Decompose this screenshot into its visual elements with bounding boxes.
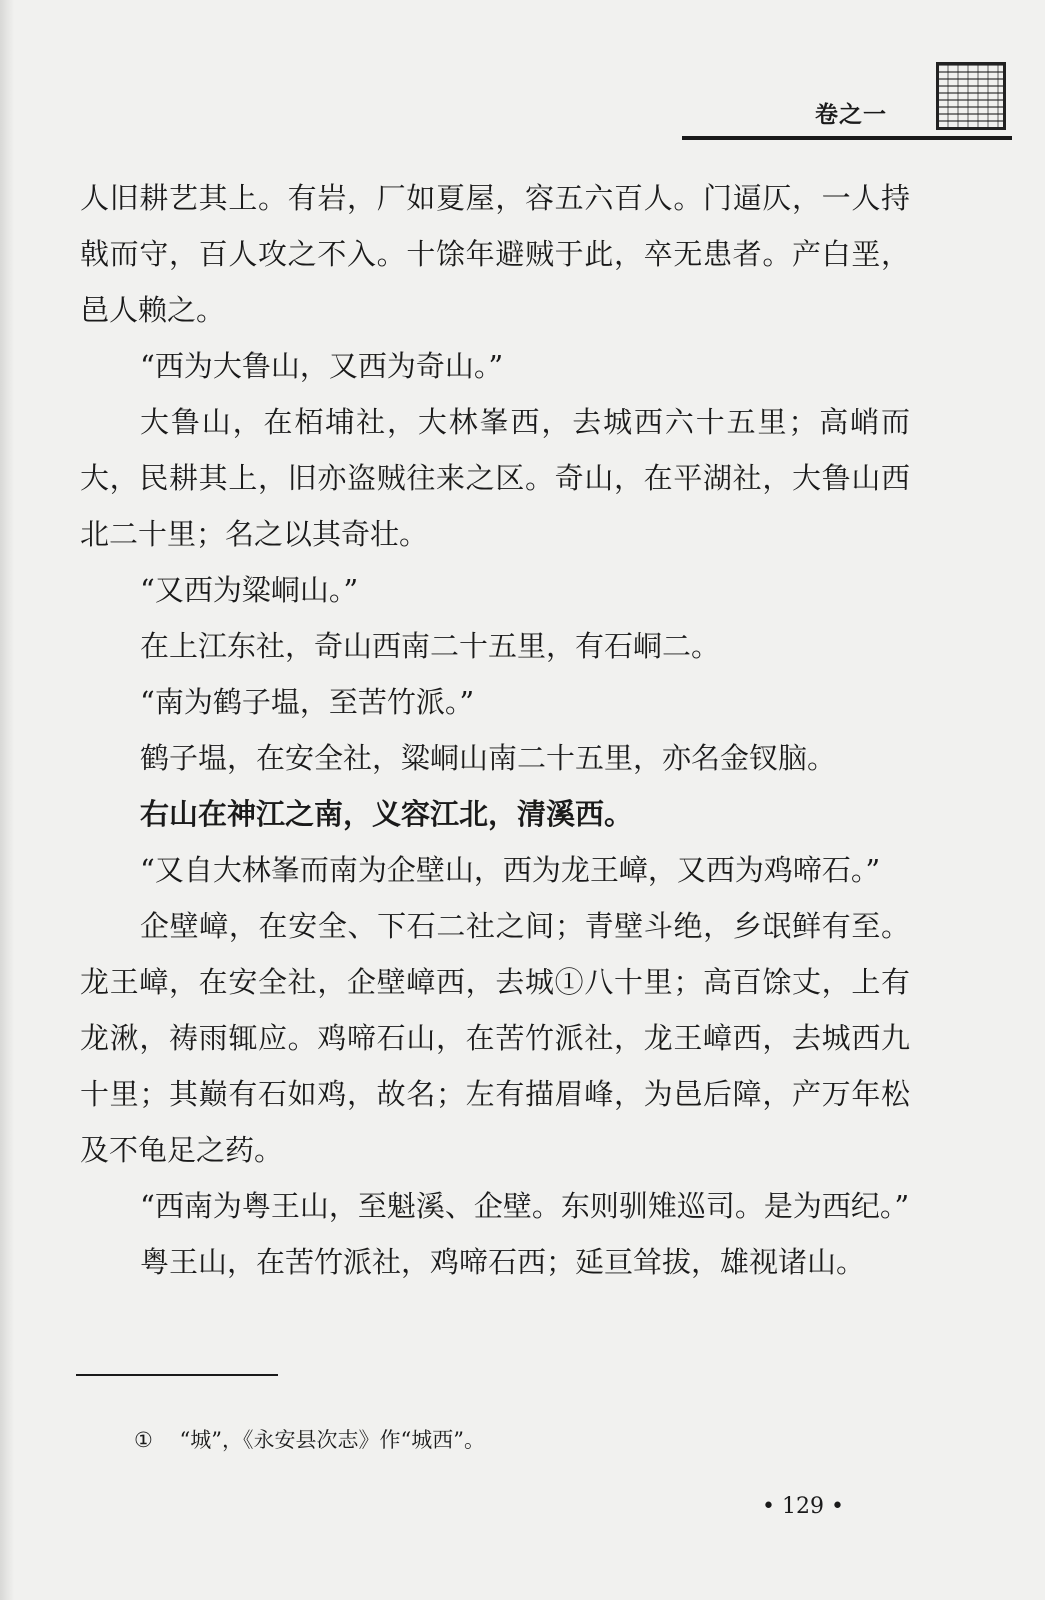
footnote-text: “城”，《永安县次志》作“城西”。	[179, 1428, 485, 1452]
footnote-marker: ①	[134, 1428, 153, 1452]
paragraph-5: 在上江东社，奇山西南二十五里，有石峒二。	[140, 629, 721, 663]
seal-stamp-icon	[936, 62, 1006, 130]
paragraph-12: 粤王山，在苦竹派社，鸡啼石西；延亘耸拔，雄视诸山。	[140, 1245, 866, 1279]
paragraph-4: “又西为粱峒山。”	[140, 573, 359, 607]
page-header	[0, 0, 1045, 150]
chapter-title: 卷之一	[815, 102, 887, 128]
paragraph-6: “南为鹤子塭，至苦竹派。”	[140, 685, 475, 719]
page-number: • 129 •	[762, 1494, 844, 1519]
paragraph-7: 鹤子塭，在安全社，粱峒山南二十五里，亦名金钗脑。	[140, 741, 837, 775]
footnote	[134, 1424, 485, 1454]
paragraph-3: 大鲁山，在栢埔社，大林峯西，去城西六十五里；高峭而大，民耕其上，旧亦盗贼往来之区。奇山，在平湖社，大鲁山西北二十里；名之以其奇壮。	[80, 405, 910, 551]
paragraph-11: “西南为粤王山，至魁溪、企壁。东则驯雉巡司。是为西纪。”	[140, 1189, 910, 1223]
body-text	[80, 170, 910, 1290]
paragraph-9: “又自大林峯而南为企壁山，西为龙王嶂，又西为鸡啼石。”	[140, 853, 881, 887]
paragraph-8-summary: 右山在神江之南，义容江北，清溪西。	[140, 797, 634, 831]
paragraph-10: 企壁嶂，在安全、下石二社之间；青壁斗绝，乡氓鲜有至。龙王嶂，在安全社，企壁嶂西，去城①八十里；高百馀丈，上有龙湫，祷雨辄应。鸡啼石山，在苦竹派社，龙王嶂西，去城西九十里；其巅有石如鸡，故名；左有描眉峰，为邑后障，产万年松及不龟足之药。	[80, 909, 910, 1167]
footnote-rule	[76, 1374, 278, 1376]
header-rule	[682, 136, 1012, 140]
paragraph-1: 人旧耕艺其上。有岩，厂如夏屋，容五六百人。门逼仄，一人持戟而守，百人攻之不入。十馀年避贼于此，卒无患者。产白垩，邑人赖之。	[80, 181, 910, 327]
scan-edge-shadow	[0, 0, 14, 1600]
paragraph-2: “西为大鲁山，又西为奇山。”	[140, 349, 504, 383]
